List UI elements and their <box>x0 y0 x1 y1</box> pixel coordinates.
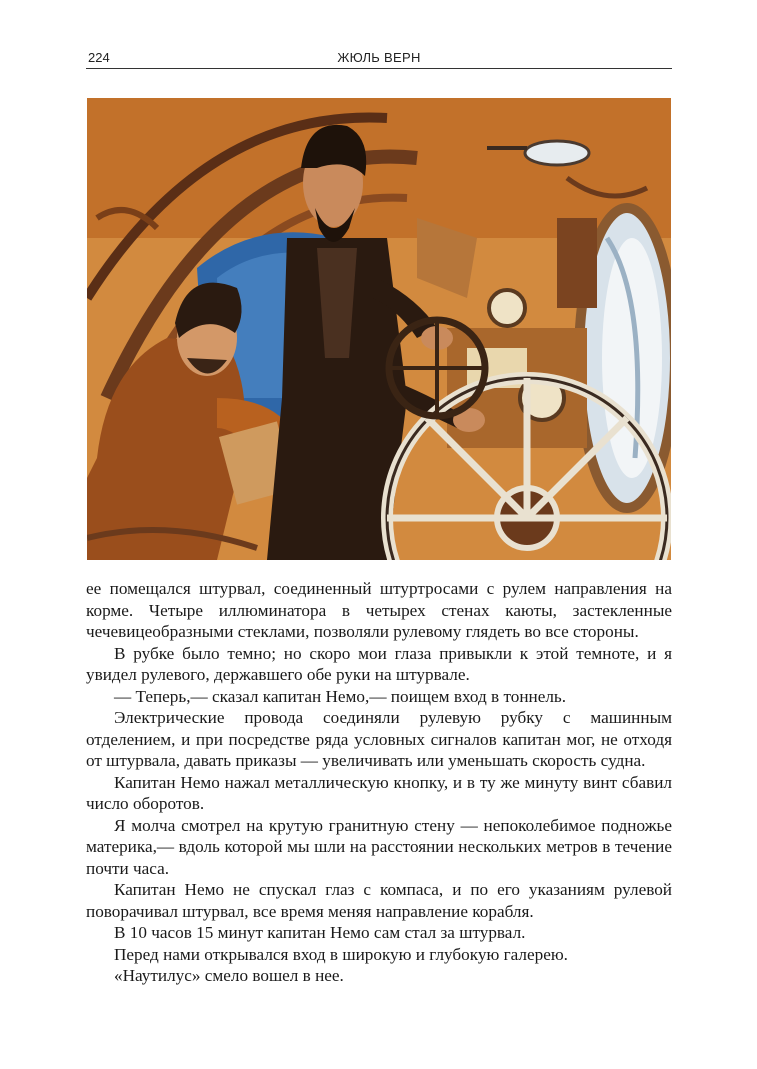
paragraph: В рубке было темно; но скоро мои глаза привыкли к этой темноте, и я увидел рулевого, державшего обе руки на штурвале. <box>86 643 672 684</box>
paragraph: Капитан Немо не спускал глаз с компаса, и по его указаниям рулевой поворачивал штурвал, все время меняя направление корабля. <box>86 880 672 921</box>
ceiling-lamp <box>525 141 589 165</box>
illustration <box>87 98 671 560</box>
paragraph: В 10 часов 15 минут капитан Немо сам стал за штурвал. <box>114 923 526 942</box>
paragraph: ее помещался штурвал, соединенный штуртросами с рулем направления на корме. Четыре иллюминатора в четырех стенах каюты, застекленные чечевицеобразными стеклами, позволяли рулевому глядеть во все стороны. <box>86 579 672 641</box>
paragraph: «Наутилус» смело вошел в нее. <box>114 966 344 985</box>
paragraph: — Теперь,— сказал капитан Немо,— поищем вход в тоннель. <box>114 686 567 706</box>
running-title: ЖЮЛЬ ВЕРН <box>337 50 421 65</box>
paragraph: Электрические провода соединяли рулевую рубку с машинным отделением, и при посредстве ряда условных сигналов капитан мог, не отходя от штурвала, давать приказы — увеличивать или уменьшать скорость судна. <box>86 708 672 770</box>
page-number: 224 <box>88 50 110 65</box>
paragraph: Перед нами открывался вход в широкую и глубокую галерею. <box>114 944 568 964</box>
paragraph: Я молча смотрел на крутую гранитную стену — непоколебимое подножье материка,— вдоль которой мы шли на расстоянии нескольких метров в течение почти часа. <box>86 815 672 878</box>
paragraph: Капитан Немо нажал металлическую кнопку, и в ту же минуту винт сбавил число оборотов. <box>86 772 672 813</box>
page-header <box>86 50 672 69</box>
illustration-artwork <box>87 98 671 560</box>
body-text <box>86 578 672 987</box>
